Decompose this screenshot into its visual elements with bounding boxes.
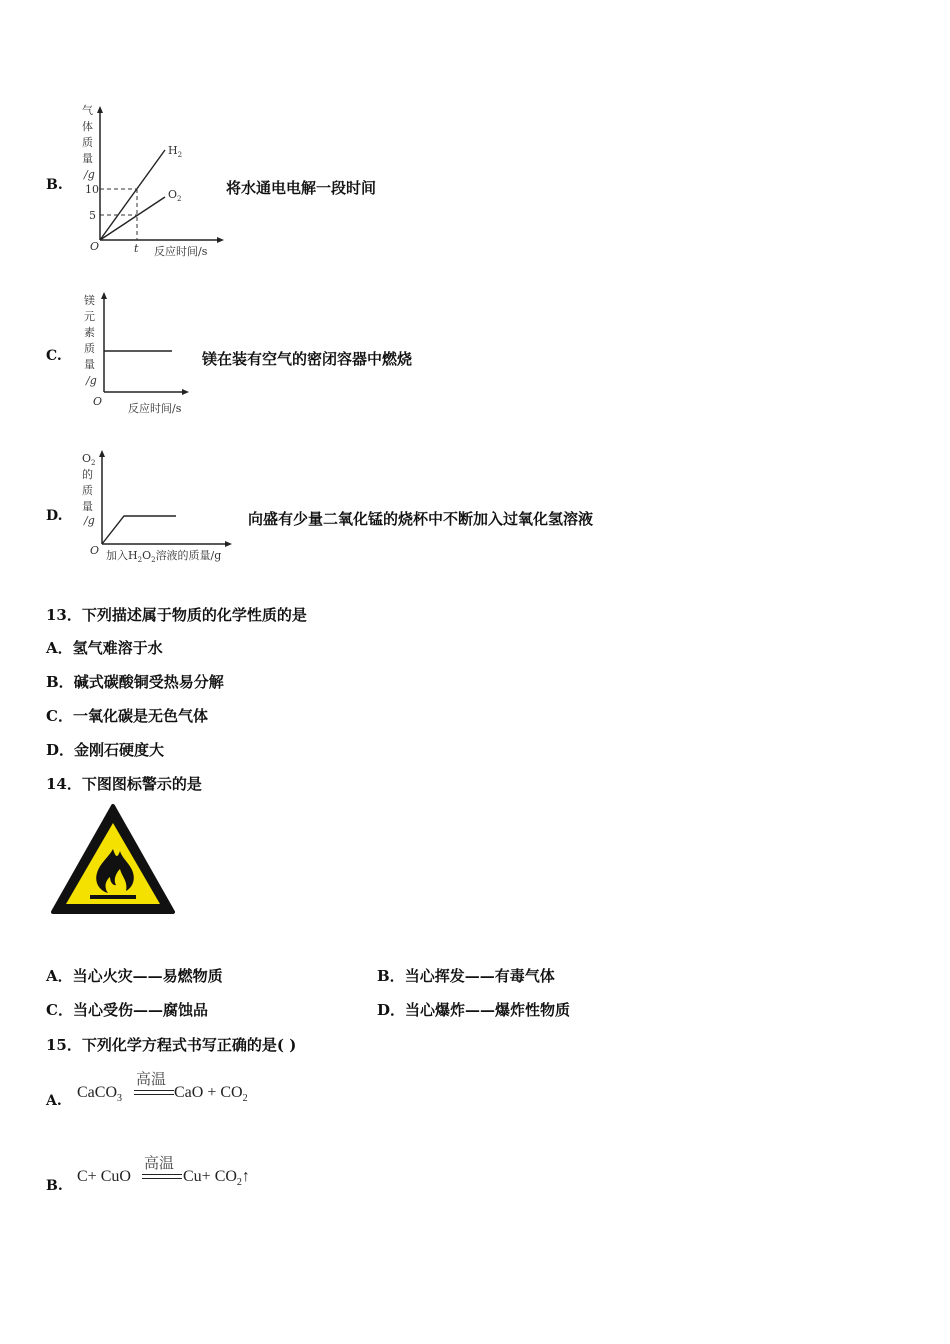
graph-d-ylabel-0: 的 [82,468,93,481]
graph-b-t: t [134,242,139,255]
graph-d-ylabel-1: 质 [82,484,93,497]
q14-option-a: A．当心火灾——易燃物质 [46,967,223,985]
graph-b-xlabel: 反应时间/s [154,245,208,258]
graph-c-ylabel-0: 镁 [84,294,95,307]
q15-option-b-left: C+ CuO [77,1168,131,1185]
q15-option-a-right: CaO + $CO_2$ [174,1084,248,1104]
option-d-label: D. [46,508,63,524]
graph-c-ylabel-3: 质 [84,342,95,355]
graph-b-ylabel-1: 体 [82,120,93,133]
graph-d-ylabel-top: $O_2$ [82,452,96,467]
q13-option-b: B．碱式碳酸铜受热易分解 [46,673,224,691]
graph-b-origin: O [90,240,100,253]
graph-b-ylabel-2: 质 [82,136,93,149]
graph-b-ylabel-0: 气 [82,104,93,117]
graph-b-o2-label: $O_2$ [168,188,182,203]
q14-option-b: B．当心挥发——有毒气体 [377,967,555,985]
q14-option-d: D．当心爆炸——爆炸性物质 [377,1001,571,1019]
graph-c-ylabel-1: 元 [84,310,95,323]
q15-option-b-condition: 高温 [144,1154,175,1172]
option-c-desc: 镁在装有空气的密闭容器中燃烧 [202,350,413,368]
q14-stem: 14．下图图标警示的是 [46,775,202,793]
q13-option-d: D．金刚石硬度大 [46,741,165,759]
q15-option-a-equals [134,1090,174,1095]
option-b-desc: 将水通电电解一段时间 [226,179,377,197]
q15-stem: 15．下列化学方程式书写正确的是( ) [46,1036,297,1054]
q15-option-a-label: A. [46,1093,62,1109]
q14-option-c: C．当心受伤——腐蚀品 [46,1001,208,1019]
q15-option-b-label: B. [46,1178,63,1194]
q15-option-b-right: $Cu+ CO_2↑$ [183,1168,250,1188]
graph-c-ylabel-2: 素 [84,326,95,339]
graph-c [80,290,210,420]
q13-option-a: A．氢气难溶于水 [46,639,163,657]
graph-b-ylabel-3: 量 [82,152,93,165]
flammable-warning-icon [50,803,176,915]
option-c-label: C. [46,348,62,364]
graph-b-ylabel-4: /g [84,168,95,181]
q13-stem: 13．下列描述属于物质的化学性质的是 [46,606,307,624]
graph-c-origin: O [93,395,103,408]
graph-d-origin: O [90,544,100,557]
graph-b-tick-5: 5 [89,209,96,222]
graph-d-ylabel-3: /g [84,514,95,527]
q15-option-b-equals [142,1174,182,1179]
graph-b-h2-label: $H_2$ [168,144,183,159]
option-d-desc: 向盛有少量二氧化锰的烧杯中不断加入过氧化氢溶液 [248,510,594,528]
q15-option-a-condition: 高温 [136,1070,167,1088]
graph-d-xlabel: 加入$H_2O_2$溶液的质量/g [106,549,222,564]
q15-option-a-left: CaCO$_3$ [77,1084,122,1104]
graph-b [80,100,230,265]
option-b-label: B. [46,177,63,193]
graph-b-tick-10: 10 [85,183,99,196]
graph-c-xlabel: 反应时间/s [128,402,182,415]
graph-c-ylabel-4: 量 [84,358,95,371]
graph-c-ylabel-5: /g [86,374,97,387]
graph-d-ylabel-2: 量 [82,500,93,513]
q13-option-c: C．一氧化碳是无色气体 [46,707,208,725]
graph-d [78,448,248,570]
